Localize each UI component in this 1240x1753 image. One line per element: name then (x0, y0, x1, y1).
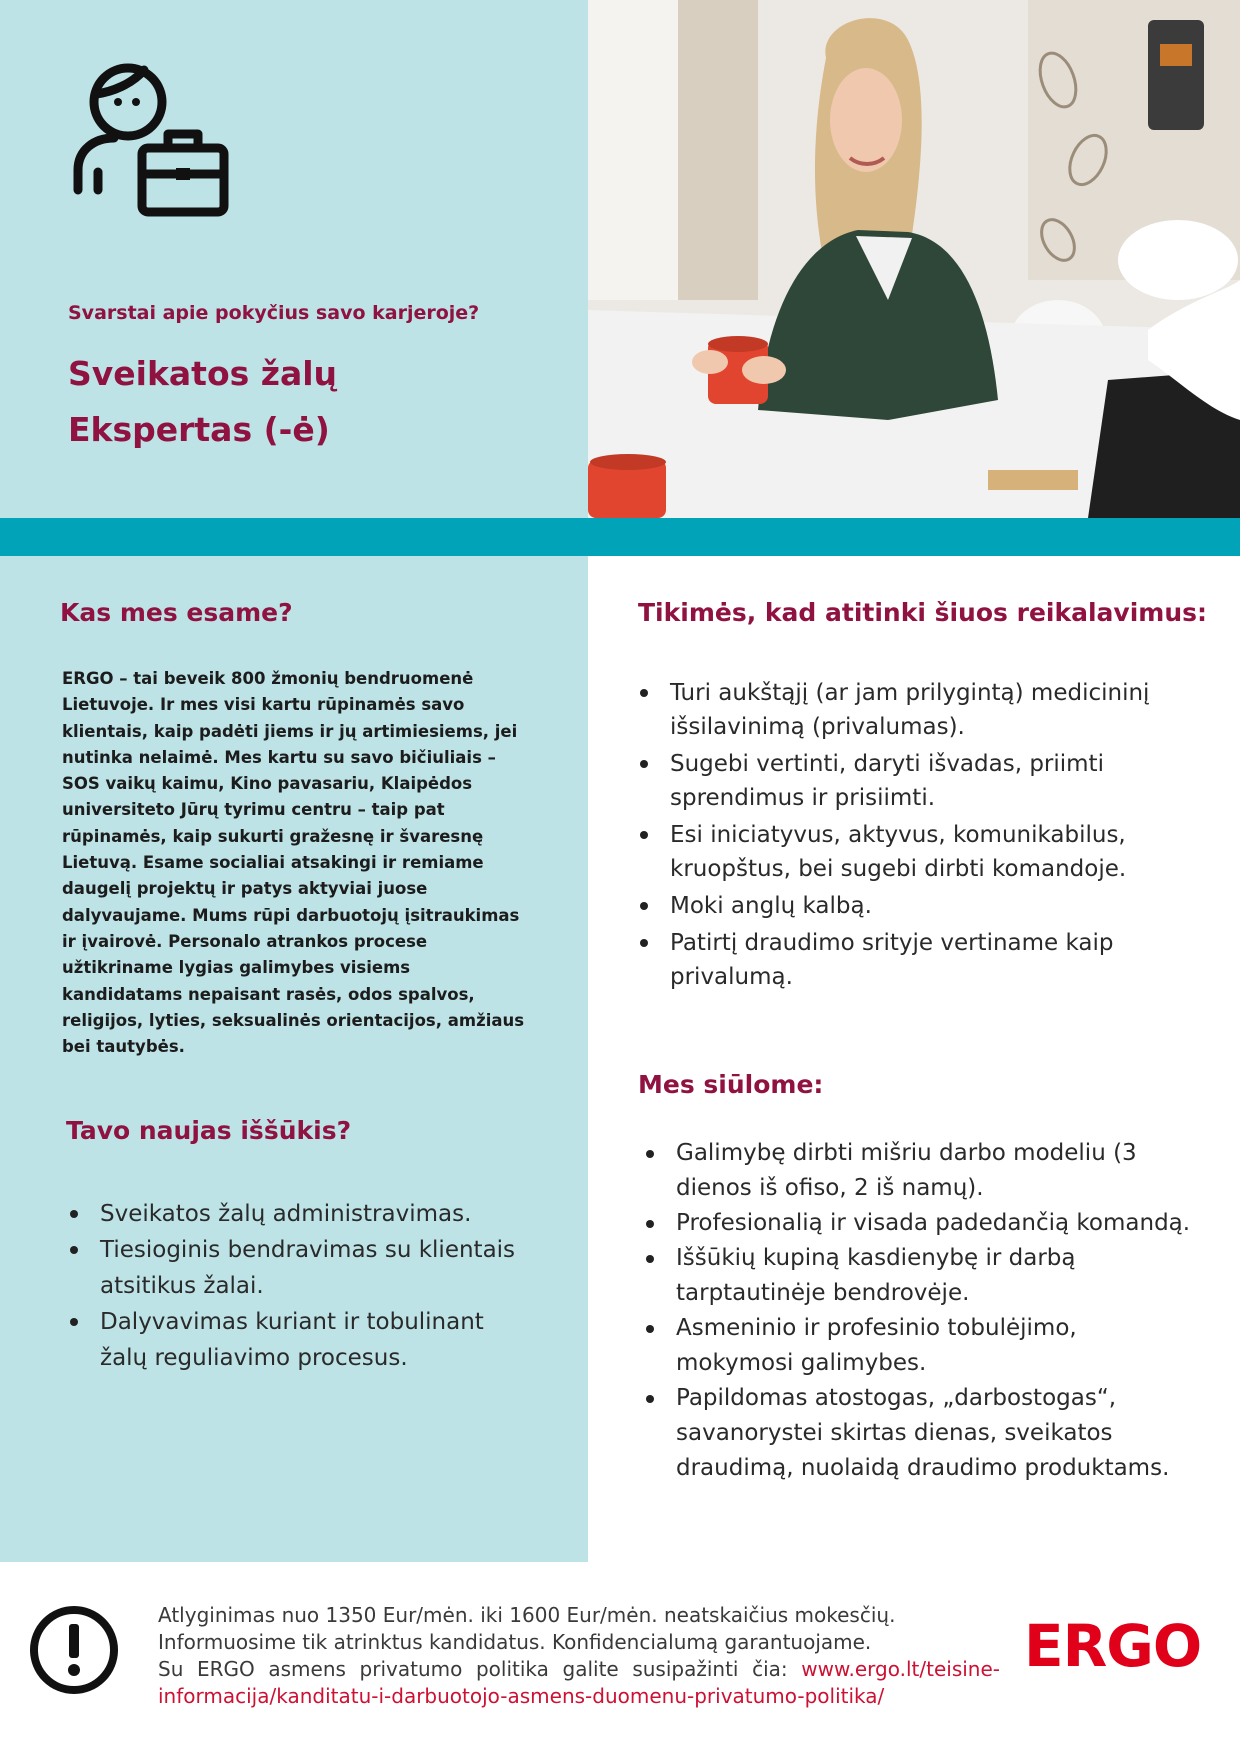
list-item: Dalyvavimas kuriant ir tobulinant žalų reguliavimo procesus. (64, 1304, 534, 1376)
list-item: Asmeninio ir profesinio tobulėjimo, mokymosi galimybes. (640, 1311, 1200, 1381)
list-item: Profesionalią ir visada padedančią komandą. (640, 1206, 1200, 1241)
employee-briefcase-icon (72, 62, 232, 220)
confidentiality-text: Informuosime tik atrinktus kandidatus. Konfidencialumą garantuojame. (158, 1630, 872, 1654)
list-item: Galimybę dirbti mišriu darbo modeliu (3 dienos iš ofiso, 2 iš namų). (640, 1136, 1200, 1206)
offer-list (640, 1136, 1200, 1486)
list-item: Turi aukštąjį (ar jam prilygintą) medicininį išsilavinimą (privalumas). (634, 676, 1194, 744)
who-we-are-text: ERGO – tai beveik 800 žmonių bendruomenė Lietuvoje. Ir mes visi kartu rūpinamės savo klientais, kaip padėti jiems ir jų artimiesiems, jei nutinka nelaimė. Mes kartu su savo bičiuliais – SOS vaikų kaimu, Kino pavasariu, Klaipėdos universiteto Jūrų tyrimu centru – taip pat rūpinamės, kaip sukurti gražesnę ir švaresnę Lietuvą. Esame socialiai atsakingi ir remiame daugelį projektų ir patys aktyviai juose dalyvaujame. Mums rūpi darbuotojų įsitraukimas ir įvairovė. Personalo atrankos procese užtikriname lygias galimybes visiems kandidatams nepaisant rasės, odos spalvos, religijos, lyties, seksualinės orientacijos, amžiaus bei tautybės. (62, 669, 525, 1057)
hero-tagline: Svarstai apie pokyčius savo karjeroje? (68, 302, 480, 324)
offer-heading: Mes siūlome: (638, 1070, 824, 1099)
list-item: Sveikatos žalų administravimas. (64, 1196, 534, 1232)
list-item: Sugebi vertinti, daryti išvadas, priimti sprendimus ir prisiimti. (634, 747, 1194, 815)
privacy-line (158, 1656, 1000, 1683)
challenge-list (64, 1196, 534, 1376)
footer-notice (158, 1602, 1000, 1710)
ergo-logo: ERGO (1024, 1612, 1202, 1680)
privacy-link-part-1[interactable]: www.ergo.lt/teisine- (801, 1657, 1000, 1681)
teal-divider-band (0, 518, 1240, 556)
hero-photo (588, 0, 1240, 518)
job-title-line-2: Ekspertas (-ė) (68, 410, 330, 449)
privacy-link-part-2[interactable]: informacija/kanditatu-i-darbuotojo-asmens-duomenu-privatumo-politika/ (158, 1684, 885, 1708)
requirements-list (634, 676, 1194, 997)
list-item: Iššūkių kupiną kasdienybę ir darbą tarptautinėje bendrovėje. (640, 1241, 1200, 1311)
requirements-heading: Tikimės, kad atitinki šiuos reikalavimus: (638, 598, 1207, 627)
who-we-are-heading: Kas mes esame? (60, 598, 293, 627)
list-item: Patirtį draudimo srityje vertiname kaip privalumą. (634, 926, 1194, 994)
list-item: Moki anglų kalbą. (634, 889, 1194, 923)
list-item: Papildomas atostogas, „darbostogas“, savanorystei skirtas dienas, sveikatos draudimą, nuolaidą draudimo produktams. (640, 1381, 1200, 1486)
salary-text: Atlyginimas nuo 1350 Eur/mėn. iki 1600 Eur/mėn. neatskaičius mokesčių. (158, 1603, 896, 1627)
challenge-heading: Tavo naujas iššūkis? (66, 1116, 352, 1145)
job-title-line-1: Sveikatos žalų (68, 354, 338, 393)
list-item: Tiesioginis bendravimas su klientais atsitikus žalai. (64, 1232, 534, 1304)
list-item: Esi iniciatyvus, aktyvus, komunikabilus, kruopštus, bei sugebi dirbti komandoje. (634, 818, 1194, 886)
privacy-prefix: Su ERGO asmens privatumo politika galite susipažinti čia: (158, 1657, 788, 1681)
exclamation-circle-icon (28, 1604, 120, 1696)
